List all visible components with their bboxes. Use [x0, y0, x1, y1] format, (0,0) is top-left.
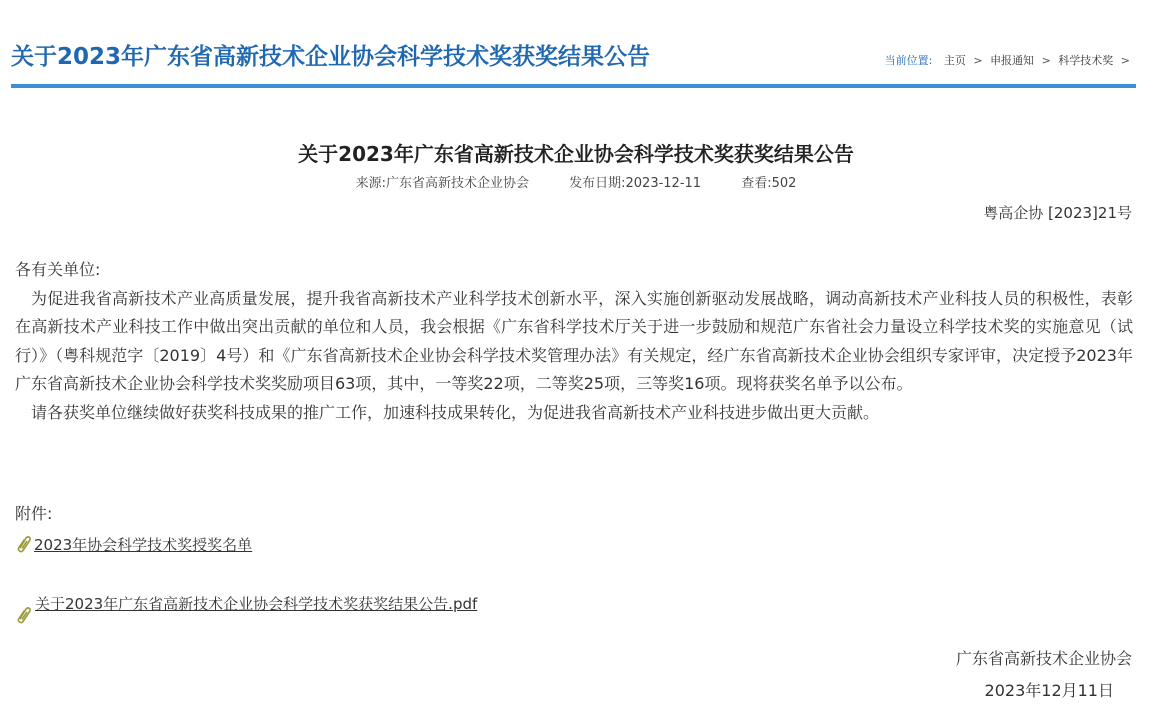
attachment-link[interactable]: 2023年协会科学技术奖授奖名单 — [34, 536, 253, 554]
breadcrumb — [885, 52, 1134, 68]
article-body — [15, 256, 1133, 427]
header-divider — [11, 84, 1136, 88]
breadcrumb-notices-link[interactable]: 申报通知 — [990, 54, 1035, 67]
breadcrumb-prefix: 当前位置: — [884, 54, 933, 67]
breadcrumb-separator: > — [1120, 54, 1130, 67]
attachment-item[interactable] — [16, 532, 252, 558]
article-meta — [0, 175, 1152, 193]
document-number: 粤高企协 [2023]21号 — [983, 204, 1132, 222]
attachment-link[interactable]: 关于2023年广东省高新技术企业协会科学技术奖获奖结果公告.pdf — [35, 595, 478, 613]
breadcrumb-separator: > — [1041, 54, 1051, 67]
breadcrumb-home-link[interactable]: 主页 — [943, 54, 966, 67]
signature-org: 广东省高新技术企业协会 — [955, 649, 1132, 668]
page-header — [0, 0, 1152, 90]
meta-views: 查看:502 — [741, 176, 797, 191]
body-paragraph: 为促进我省高新技术产业高质量发展，提升我省高新技术产业科学技术创新水平，深入实施创新驱动发展战略，调动高新技术产业科技人员的积极性，表彰在高新技术产业科技工作中做出突出贡献的单位和人员，我会根据《广东省科学技术厅关于进一步鼓励和规范广东省社会力量设立科学技术奖的实施意见（试行）》（粤科规范字〔2019〕4号）和《广东省高新技术企业协会科学技术奖管理办法》有关规定，经广东省高新技术企业协会组织专家评审，决定授予2023年广东省高新技术企业协会科学技术奖奖励项目63项，其中，一等奖22项，二等奖25项，三等奖16项。现将获奖名单予以公布。 — [15, 288, 1133, 393]
paperclip-icon — [16, 535, 32, 553]
body-paragraph: 请各获奖单位继续做好获奖科技成果的推广工作，加速科技成果转化，为促进我省高新技术产业科技进步做出更大贡献。 — [31, 402, 880, 422]
page-title: 关于2023年广东省高新技术企业协会科学技术奖获奖结果公告 — [11, 44, 651, 70]
meta-source: 来源:广东省高新技术企业协会 — [355, 176, 529, 191]
attachments-label: 附件: — [15, 504, 53, 523]
salutation: 各有关单位: — [15, 260, 101, 279]
attachment-item[interactable] — [16, 591, 486, 617]
article-title: 关于2023年广东省高新技术企业协会科学技术奖获奖结果公告 — [298, 142, 854, 166]
breadcrumb-separator: > — [973, 54, 983, 67]
breadcrumb-award-link[interactable]: 科学技术奖 — [1058, 54, 1114, 67]
paperclip-icon — [16, 606, 32, 624]
meta-date: 发布日期:2023-12-11 — [569, 176, 702, 191]
signature-date: 2023年12月11日 — [984, 681, 1114, 700]
signature-block — [956, 645, 1132, 705]
